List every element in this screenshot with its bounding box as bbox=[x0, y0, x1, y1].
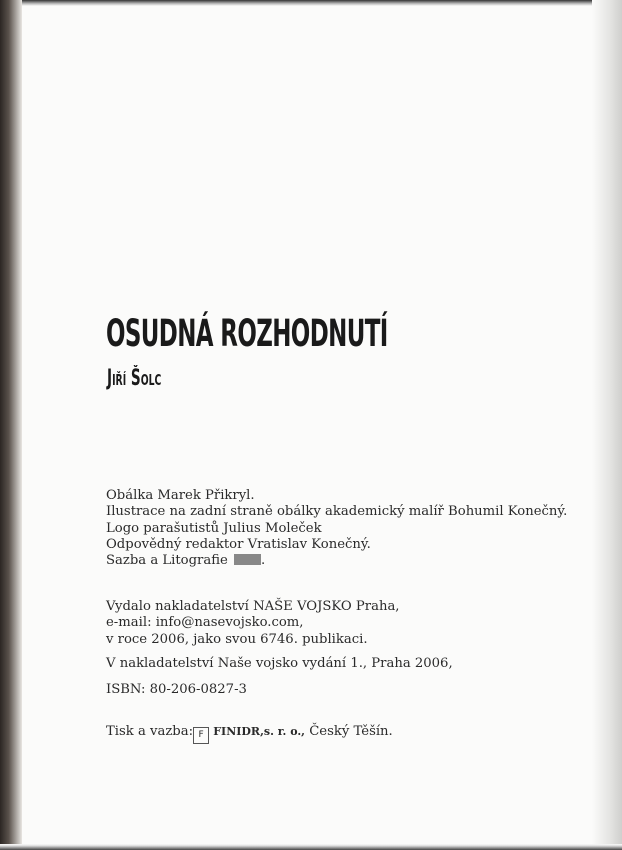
book-title: OSUDNÁ ROZHODNUTÍ bbox=[106, 312, 388, 355]
credits-block bbox=[106, 488, 567, 569]
edition-line: V nakladatelství Naše vojsko vydání 1., Praha 2006, bbox=[106, 656, 453, 671]
litografie-logo bbox=[234, 554, 261, 565]
page-right-shadow bbox=[592, 0, 622, 850]
credit-cover: Obálka Marek Přikryl. bbox=[106, 488, 255, 503]
credit-typesetting: Sazba a Litografie . bbox=[106, 553, 266, 569]
printer-name: FINIDR,s. r. o., bbox=[213, 725, 305, 738]
credit-editor: Odpovědný redaktor Vratislav Konečný. bbox=[106, 536, 371, 552]
publisher-line: Vydalo nakladatelství NAŠE VOJSKO Praha, bbox=[106, 599, 400, 614]
publisher-block bbox=[106, 599, 400, 648]
credit-logo: Logo parašutistů Julius Moleček bbox=[106, 520, 322, 536]
publisher-email: e-mail: info@nasevojsko.com, bbox=[106, 615, 304, 631]
page-bottom-edge bbox=[0, 844, 622, 850]
isbn-line: ISBN: 80-206-0827-3 bbox=[106, 682, 247, 697]
credit-illustration: Ilustrace na zadní straně obálky akademický malíř Bohumil Konečný. bbox=[106, 504, 568, 520]
print-line: Tisk a vazba: F FINIDR,s. r. o., Český Těšín. bbox=[106, 724, 393, 744]
publisher-year: v roce 2006, jako svou 6746. publikaci. bbox=[106, 631, 368, 647]
page-top-edge bbox=[0, 0, 622, 6]
book-spine-edge bbox=[0, 0, 22, 850]
book-author: Jiří Šolc bbox=[107, 366, 162, 391]
printer-city: Český Těšín. bbox=[309, 724, 393, 739]
finidr-logo-icon: F bbox=[193, 727, 209, 744]
